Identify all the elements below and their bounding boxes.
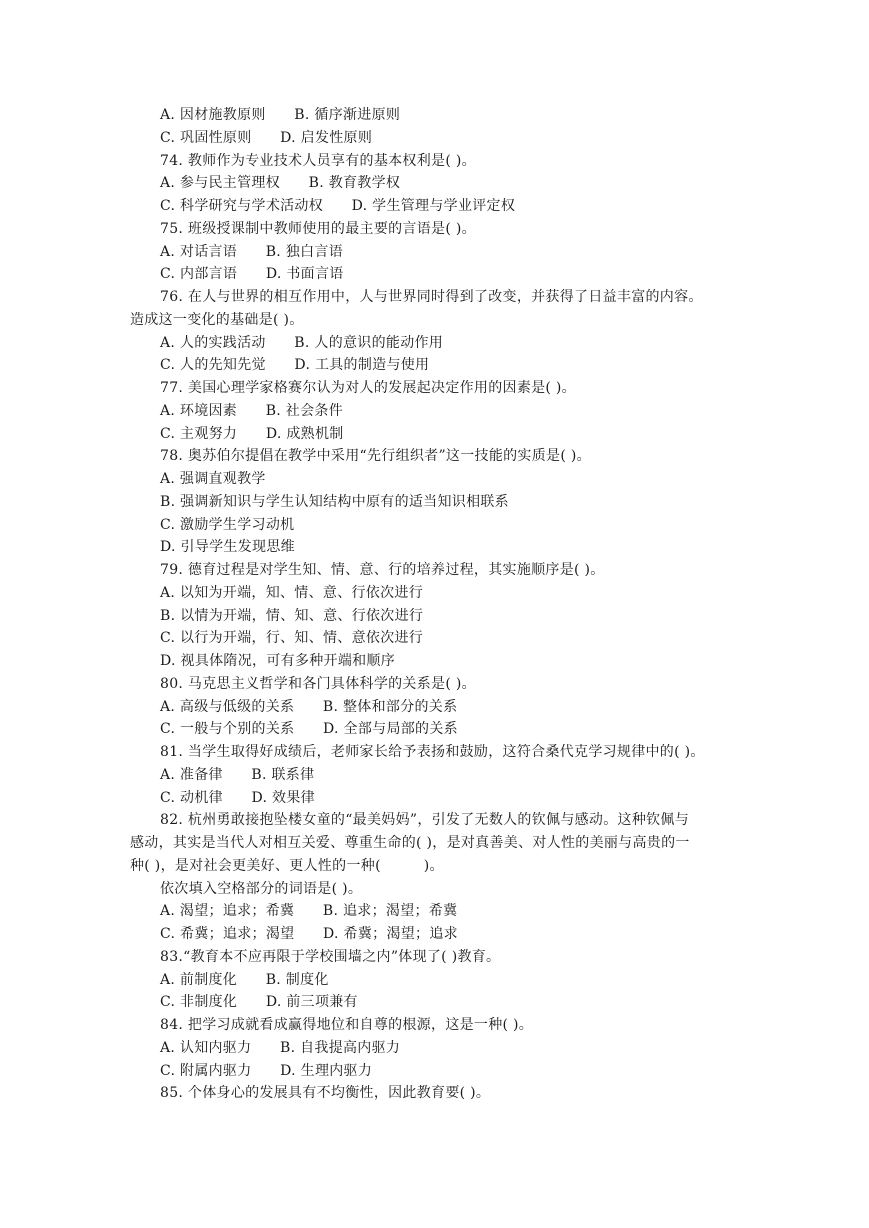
text-line: C. 动机律 D. 效果律 (160, 789, 315, 806)
text-line: 种( )，是对社会更美好、更人性的一种( )。 (130, 857, 444, 874)
text-line: 75. 班级授课制中教师使用的最主要的言语是( )。 (160, 220, 476, 237)
text-line: A. 前制度化 B. 制度化 (160, 971, 329, 988)
text-line: A. 因材施教原则 B. 循序渐进原则 (160, 107, 401, 123)
text-line: A. 以知为开端，知、情、意、行依次进行 (160, 584, 424, 601)
text-line: C. 附属内驱力 D. 生理内驱力 (160, 1062, 373, 1079)
text-line: A. 渴望；追求；希冀 B. 追求；渴望；希冀 (160, 903, 458, 920)
text-line: A. 高级与低级的关系 B. 整体和部分的关系 (160, 698, 458, 715)
text-line: C. 巩固性原则 D. 启发性原则 (160, 129, 373, 146)
text-line: 79. 德育过程是对学生知、情、意、行的培养过程，其实施顺序是( )。 (160, 562, 605, 578)
text-line: C. 人的先知先觉 D. 工具的制造与使用 (160, 357, 430, 374)
text-line: 74. 教师作为专业技术人员享有的基本权利是( )。 (160, 152, 476, 169)
text-line: C. 希冀；追求；渴望 D. 希冀；渴望；追求 (160, 926, 458, 942)
text-line: 77. 美国心理学家格赛尔认为对人的发展起决定作用的因素是( )。 (160, 380, 576, 396)
text-line: 83.“教育本不应再限于学校围墙之内”体现了( )教育。 (160, 948, 501, 965)
text-line: B. 以情为开端，情、知、意、行依次进行 (160, 607, 424, 624)
text-line: 感动，其实是当代人对相互关爱、尊重生命的( )，是对真善美、对人性的美丽与高贵的一 (130, 835, 690, 851)
text-line: A. 参与民主管理权 B. 教育教学权 (160, 175, 401, 192)
text-line: 80. 马克思主义哲学和各门具体科学的关系是( )。 (160, 675, 476, 692)
text-line: B. 强调新知识与学生认知结构中原有的适当知识相联系 (160, 493, 509, 510)
text-line: 78. 奥苏伯尔提倡在教学中采用“先行组织者”这一技能的实质是( )。 (160, 448, 591, 465)
text-line: C. 主观努力 D. 成熟机制 (160, 425, 344, 442)
text-line: 84. 把学习成就看成赢得地位和自尊的根源，这是一种( )。 (160, 1017, 534, 1033)
text-line: 造成这一变化的基础是( )。 (130, 311, 304, 328)
text-line: D. 引导学生发现思维 (160, 539, 295, 556)
text-line: C. 激励学生学习动机 (160, 516, 295, 533)
text-line: C. 一般与个别的关系 D. 全部与局部的关系 (160, 721, 458, 738)
text-line: 85. 个体身心的发展具有不均衡性，因此教育要( )。 (160, 1085, 491, 1102)
text-line: A. 人的实践活动 B. 人的意识的能动作用 (160, 334, 444, 351)
text-line: 依次填入空格部分的词语是( )。 (160, 880, 363, 897)
text-line: 81. 当学生取得好成绩后，老师家长给予表扬和鼓励，这符合桑代克学习规律中的( )。 (160, 744, 705, 760)
text-line: A. 环境因素 B. 社会条件 (160, 402, 343, 419)
text-line: A. 准备律 B. 联系律 (160, 766, 315, 783)
text-line: C. 内部言语 D. 书面言语 (160, 266, 344, 283)
text-line: A. 对话言语 B. 独白言语 (160, 243, 343, 260)
text-line: C. 非制度化 D. 前三项兼有 (160, 994, 358, 1011)
text-line: D. 视具体隋况，可有多种开端和顺序 (160, 653, 396, 669)
text-line: A. 认知内驱力 B. 自我提高内驱力 (160, 1039, 401, 1056)
text-line: 82. 杭州勇敢接抱坠楼女童的“最美妈妈”，引发了无数人的钦佩与感动。这种钦佩与 (160, 812, 690, 829)
text-line: C. 以行为开端，行、知、情、意依次进行 (160, 630, 424, 647)
text-line: A. 强调直观教学 (160, 471, 266, 487)
text-line: 76. 在人与世界的相互作用中，人与世界同时得到了改变，并获得了日益丰富的内容。 (160, 289, 703, 305)
text-line: C. 科学研究与学术活动权 D. 学生管理与学业评定权 (160, 198, 516, 214)
